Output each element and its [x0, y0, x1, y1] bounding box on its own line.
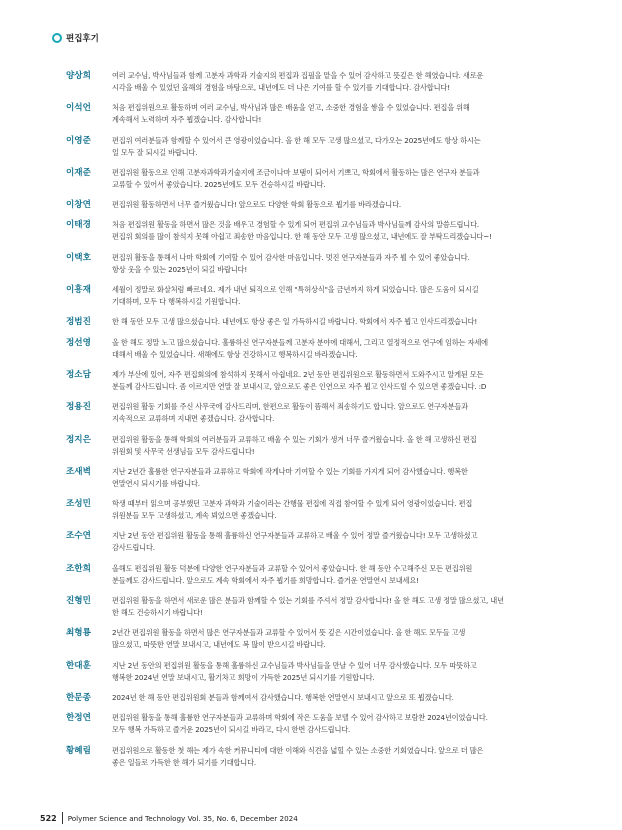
- author-name: 이택호: [66, 252, 91, 263]
- author-name: 조한희: [66, 563, 91, 574]
- list-item: [66, 466, 572, 490]
- editorial-notes-list: [66, 70, 572, 777]
- author-name: 이재준: [66, 167, 91, 178]
- author-comment: 편집위원 활동을 통해 학회의 여러분들과 교류하고 배울 수 있는 기회가 생겨 너무 즐거웠습니다. 올 한 해 고생하신 편집 위원회 및 사무국 선생님들 모두 감사드립니다!: [112, 434, 477, 456]
- list-item: [66, 284, 572, 308]
- author-comment: 편집위원 활동으로 인해 고분자과학과기술지에 조금이나마 보탬이 되어서 기쁘고, 학회에서 활동하는 많은 연구자 분들과 교류할 수 있어서 좋았습니다. 2025년에도 모두 건승하시길 바랍니다.: [112, 167, 480, 189]
- section-header: [52, 32, 99, 44]
- author-comment: 2년간 편집위원 활동을 하면서 많은 연구자분들과 교류할 수 있어서 뜻 깊은 시간이었습니다. 올 한 해도 모두들 고생 많으셨고, 따뜻한 연말 보내시고, 내년에도 복 많이 받으시길 바랍니다.: [112, 628, 466, 650]
- list-item: [66, 369, 572, 393]
- list-item: [66, 712, 572, 736]
- author-comment: 편집위원 활동 기회를 주신 사무국에 감사드리며, 한편으로 활동이 뜸해서 죄송하기도 합니다. 앞으로도 연구자분들과 지속적으로 교류하며 지내면 좋겠습니다. 감사합니다.: [112, 402, 468, 424]
- list-item: [66, 102, 572, 126]
- author-comment: 편집위원 활동을 하면서 새로운 많은 분들과 함께할 수 있는 기회를 주셔서 정말 감사합니다! 올 한 해도 고생 정말 많으셨고, 내년 한 해도 건승하시기 바랍니다!: [112, 596, 504, 618]
- author-comment: 제가 부산에 있어, 자주 편집회의에 참석하지 못해서 아쉽네요. 2년 동안 편집위원으로 활동하면서 도와주시고 알게된 모든 분들께 감사드립니다. 좀 이르지만 연말 잘 보내시고, 앞으로도 좋은 인연으로 자주 뵙고 인사드릴 수 있으면 좋겠습니다. :D: [112, 369, 487, 391]
- author-comment: 편집위원 활동을 통해 훌륭한 연구자분들과 교류하며 학회에 작은 도움을 보탤 수 있어 감사하고 보람찬 2024년이었습니다. 모두 행복 가득하고 즐거운 2025년이 되시길 바라고, 다시 한번 감사드립니다.: [112, 713, 488, 735]
- author-comment: 지난 2년 동안 편집위원 활동을 통해 훌륭하신 연구자분들과 교류하고 배울 수 있어 정말 즐거웠습니다! 모두 고생하셨고 감사드립니다.: [112, 531, 478, 553]
- list-item: [66, 498, 572, 522]
- author-name: 이석언: [66, 103, 91, 114]
- author-name: 한정연: [66, 713, 91, 724]
- author-name: 진형민: [66, 596, 91, 607]
- author-name: 정용진: [66, 402, 91, 413]
- list-item: [66, 434, 572, 458]
- page-footer: [40, 812, 298, 824]
- author-comment: 지난 2년 동안의 편집위원 활동을 통해 훌륭하신 교수님들과 박사님들을 만날 수 있어 너무 감사했습니다. 모두 따뜻하고 행복한 2024년 연말 보내시고, 활기차고 희망이 가득한 2025년 되시기를 기원합니다.: [112, 660, 477, 682]
- author-comment: 세월이 정말로 화살처럼 빠르네요. 제가 내년 퇴직으로 인해 "특허상식"을 금년까지 하게 되었습니다. 많은 도움이 되시길 기대하며, 모두 다 행복하시길 기원합니다.: [112, 285, 479, 307]
- journal-citation: Polymer Science and Technology Vol. 35, No. 6, December 2024: [67, 813, 298, 823]
- author-comment: 편집위 활동을 통해서 나마 학회에 기여할 수 있어 감사한 마음입니다. 멋진 연구자분들과 자주 뵐 수 있어 좋았습니다. 항상 웃을 수 있는 2025년이 되길 바랍니다!: [112, 252, 470, 274]
- author-name: 정범진: [66, 317, 91, 328]
- footer-divider: [62, 812, 63, 824]
- author-name: 조새벽: [66, 466, 91, 477]
- author-name: 한대훈: [66, 660, 91, 671]
- author-comment: 학생 때부터 읽으며 공부했던 고분자 과학과 기술이라는 간행물 편집에 직접 참여할 수 있게 되어 영광이었습니다. 편집 위원분들 모두 고생하셨고, 계속 뵈었으면 좋겠습니다.: [112, 499, 473, 521]
- author-comment: 처음 편집위원으로 활동하며 여러 교수님, 박사님과 많은 배움을 얻고, 소중한 경험을 쌓을 수 있었습니다. 편집을 위해 계속해서 노력하며 자주 뵙겠습니다. 감사합니다!: [112, 103, 470, 125]
- author-name: 이영준: [66, 135, 91, 146]
- list-item: [66, 167, 572, 191]
- list-item: [66, 337, 572, 361]
- author-name: 정선영: [66, 337, 91, 348]
- list-item: [66, 316, 572, 328]
- author-name: 황혜림: [66, 745, 91, 756]
- list-item: [66, 595, 572, 619]
- list-item: [66, 252, 572, 276]
- list-item: [66, 219, 572, 243]
- list-item: [66, 401, 572, 425]
- page-number: 522: [40, 813, 57, 823]
- circle-bullet-icon: [52, 33, 62, 43]
- author-comment: 올해도 편집위원 활동 덕분에 다양한 연구자분들과 교류할 수 있어서 좋았습니다. 한 해 동안 수고해주신 모든 편집위원 분들께도 감사드립니다. 앞으로도 계속 학회에서 자주 뵙기를 희망합니다. 즐거운 연말연시 보내세요!: [112, 563, 473, 585]
- author-name: 최형룡: [66, 628, 91, 639]
- author-name: 이태경: [66, 220, 91, 231]
- list-item: [66, 199, 572, 211]
- author-name: 이흥재: [66, 285, 91, 296]
- list-item: [66, 70, 572, 94]
- author-comment: 한 해 동안 모두 고생 많으셨습니다. 내년에도 항상 좋은 일 가득하시길 바랍니다. 학회에서 자주 뵙고 인사드리겠습니다!: [112, 317, 478, 327]
- author-comment: 편집위 여러분들과 함께할 수 있어서 큰 영광이었습니다. 올 한 해 모두 고생 많으셨고, 다가오는 2025년에도 항상 하시는 일 모두 잘 되시길 바랍니다.: [112, 135, 481, 157]
- list-item: [66, 745, 572, 769]
- list-item: [66, 530, 572, 554]
- list-item: [66, 660, 572, 684]
- author-name: 양상희: [66, 71, 91, 81]
- author-name: 정지은: [66, 434, 91, 445]
- author-name: 조수연: [66, 531, 91, 542]
- section-title: 편집후기: [66, 34, 99, 44]
- author-comment: 여러 교수님, 박사님들과 함께 고분자 과학과 기술지의 편집과 집필을 맡을 수 있어 감사하고 뜻깊은 한 해였습니다. 새로운 시각을 배울 수 있었던 올해의 경험을 바탕으로, 내년에도 더 나은 기여를 할 수 있기를 기대합니다. 감사합니다!: [112, 71, 484, 92]
- author-comment: 편집위원으로 활동한 첫 해는 제가 속한 커뮤니티에 대한 이해와 식견을 넓힐 수 있는 소중한 기회였습니다. 앞으로 더 많은 좋은 일들로 가득한 한 해가 되기를 기대합니다.: [112, 745, 484, 767]
- author-name: 이창연: [66, 200, 91, 211]
- author-name: 한문종: [66, 692, 91, 703]
- list-item: [66, 563, 572, 587]
- list-item: [66, 627, 572, 651]
- list-item: [66, 135, 572, 159]
- author-comment: 편집위원 활동하면서 너무 즐거웠습니다! 앞으로도 다양한 학회 활동으로 뵙기를 바라겠습니다.: [112, 200, 402, 210]
- author-comment: 처음 편집위원 활동을 하면서 많은 것을 배우고 경험할 수 있게 되어 편집위 교수님들과 박사님들께 감사의 말씀드립니다. 편집위 회의를 많이 참석지 못해 아쉽고 죄송한 마음입니다. 한 해 동안 모두 고생 많으셨고, 내년에도 잘 부탁드리겠습니다~!: [112, 220, 492, 242]
- author-name: 정소담: [66, 369, 91, 380]
- author-comment: 2024년 한 해 동안 편집위원회 분들과 함께여서 감사했습니다. 행복한 연말연시 보내시고 앞으로 또 뵙겠습니다.: [112, 692, 454, 702]
- list-item: [66, 692, 572, 704]
- author-name: 조성민: [66, 499, 91, 510]
- author-comment: 지난 2년간 훌륭한 연구자분들과 교류하고 학회에 작게나마 기여할 수 있는 기회를 가지게 되어 감사했습니다. 행복한 연말연시 되시기를 바랍니다.: [112, 466, 468, 488]
- author-comment: 올 한 해도 정말 노고 많으셨습니다. 훌륭하신 연구자분들께 고분자 분야에 대해서, 그리고 열정적으로 연구에 임하는 자세에 대해서 배울 수 있었습니다. 새해에도 항상 건강하시고 행복하시길 바라겠습니다.: [112, 337, 488, 359]
